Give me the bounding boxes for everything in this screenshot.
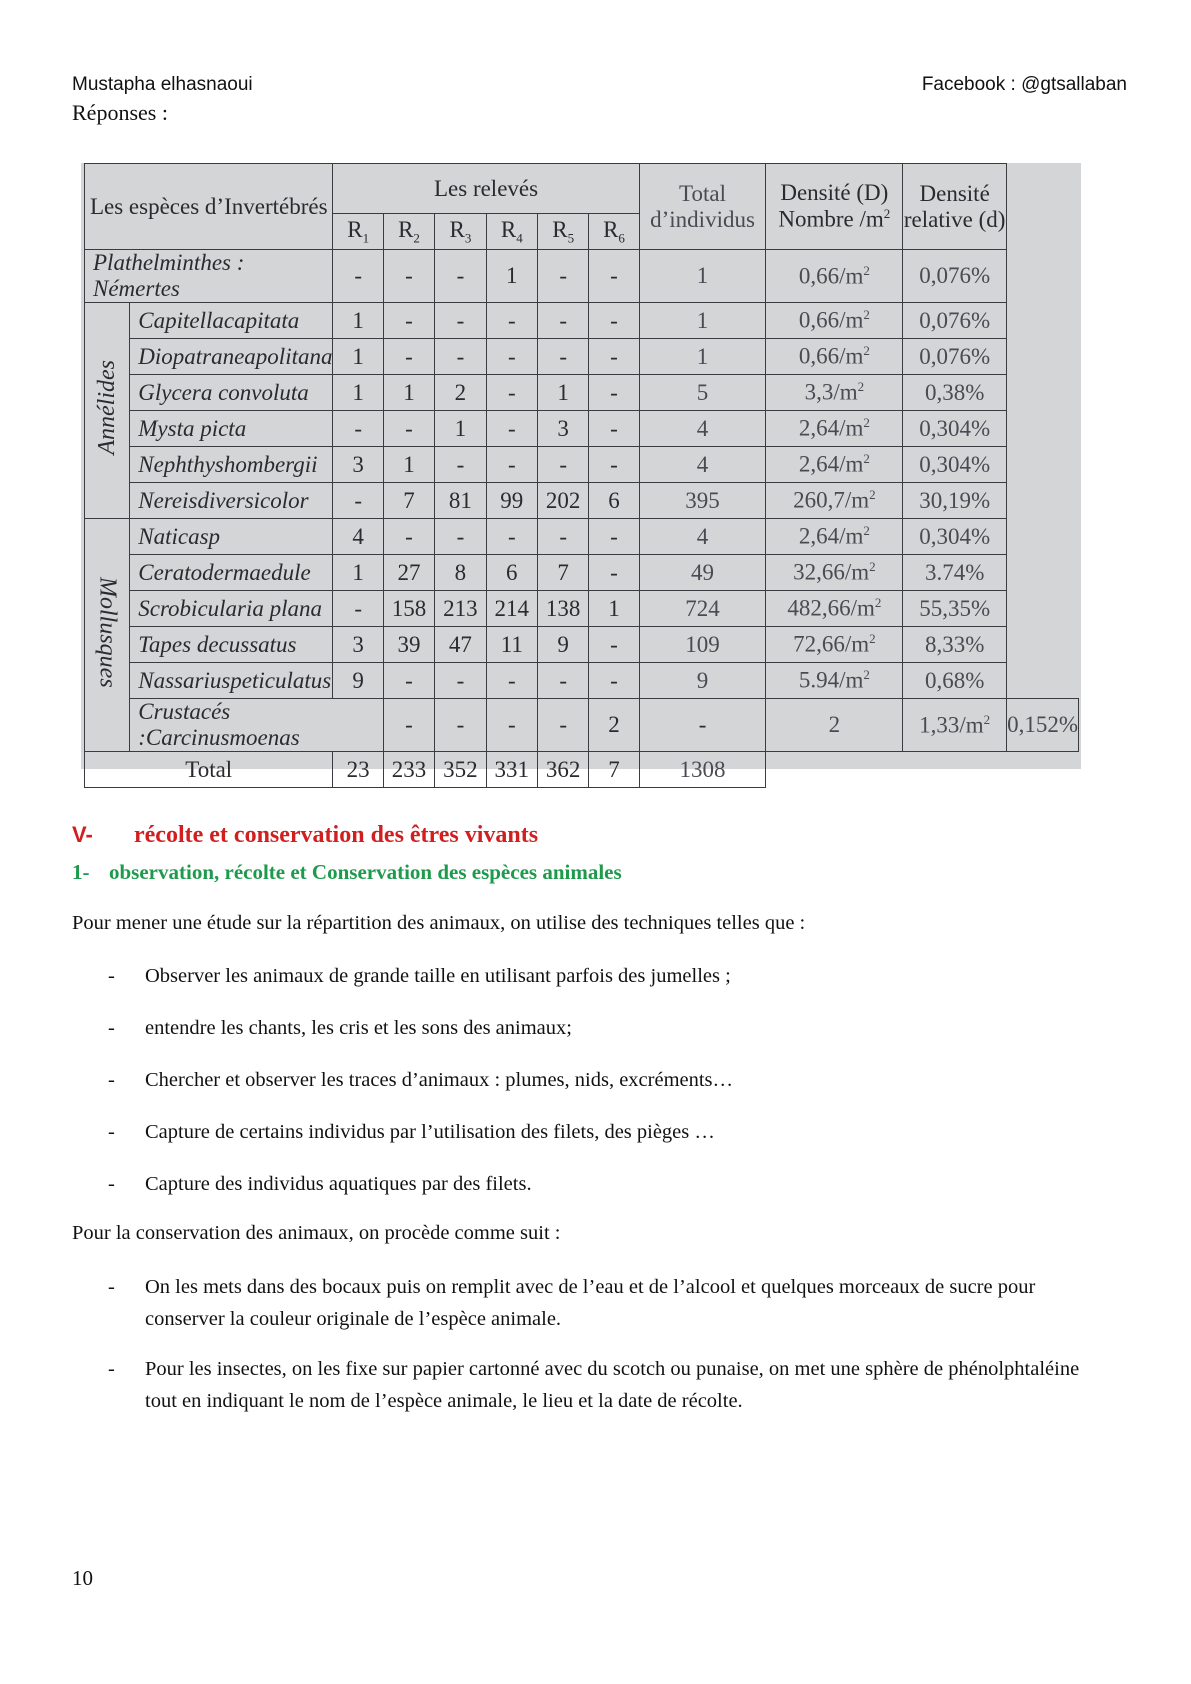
page-number: 10 bbox=[72, 1566, 93, 1590]
releve-cell: 2 bbox=[435, 375, 486, 411]
releve-cell: - bbox=[383, 303, 434, 339]
table-row bbox=[85, 411, 1079, 447]
grand-total-cell: 1308 bbox=[639, 752, 766, 788]
species-name: Diopatraneapolitana bbox=[130, 339, 333, 375]
density-cell: $1,33/m^2$ bbox=[903, 699, 1007, 752]
releve-cell: - bbox=[486, 339, 537, 375]
density-cell: $5.94/m^2$ bbox=[766, 663, 903, 699]
releve-cell: - bbox=[435, 303, 486, 339]
total-cell: 4 bbox=[639, 519, 766, 555]
releve-cell: - bbox=[435, 663, 486, 699]
releve-cell: - bbox=[589, 250, 639, 303]
releve-cell: 27 bbox=[383, 555, 434, 591]
table-row bbox=[85, 483, 1079, 519]
reponses-label: Réponses : bbox=[72, 100, 168, 125]
blank-cell bbox=[766, 752, 1007, 788]
species-name: Naticasp bbox=[130, 519, 333, 555]
releve-cell: 1 bbox=[333, 303, 383, 339]
header-releve-6: $R_6$ bbox=[589, 214, 639, 250]
releve-cell: 2 bbox=[589, 699, 639, 752]
species-table-photo bbox=[81, 163, 1081, 782]
density-cell: $0,66/m^2$ bbox=[766, 303, 903, 339]
releve-cell: 213 bbox=[435, 591, 486, 627]
total-cell: 2 bbox=[766, 699, 903, 752]
species-name: Plathelminthes : Némertes bbox=[85, 250, 333, 303]
releve-cell: 1 bbox=[383, 375, 434, 411]
releve-cell: - bbox=[383, 411, 434, 447]
releve-cell: - bbox=[589, 411, 639, 447]
total-releve-cell: 362 bbox=[537, 752, 588, 788]
group-mollusques: Mollusques bbox=[85, 519, 130, 752]
relative-density-cell: 0,38% bbox=[903, 375, 1007, 411]
releve-cell: - bbox=[537, 519, 588, 555]
total-cell: 109 bbox=[639, 627, 766, 663]
species-name: Nereisdiversicolor bbox=[130, 483, 333, 519]
table-row bbox=[85, 699, 1079, 752]
releve-cell: 9 bbox=[537, 627, 588, 663]
header-releves: Les relevés bbox=[333, 164, 639, 214]
releve-cell: 11 bbox=[486, 627, 537, 663]
bullet-dash: - bbox=[108, 965, 115, 987]
author-name: Mustapha elhasnaoui bbox=[72, 74, 253, 95]
bullet-dash: - bbox=[108, 1276, 115, 1298]
releve-cell: - bbox=[383, 250, 434, 303]
relative-density-cell: 0,304% bbox=[903, 447, 1007, 483]
releve-cell: 1 bbox=[333, 555, 383, 591]
density-cell: $3,3/m^2$ bbox=[766, 375, 903, 411]
bullet-dash: - bbox=[108, 1069, 115, 1091]
intro-paragraph: Pour mener une étude sur la répartition des animaux, on utilise des techniques telles que : bbox=[72, 912, 806, 934]
conservation-intro: Pour la conservation des animaux, on procède comme suit : bbox=[72, 1222, 561, 1244]
total-label: Total bbox=[85, 752, 333, 788]
releve-cell: 1 bbox=[589, 591, 639, 627]
subsection-title: 1- observation, récolte et Conservation des espèces animales bbox=[72, 860, 622, 884]
total-cell: 5 bbox=[639, 375, 766, 411]
total-releve-cell: 352 bbox=[435, 752, 486, 788]
header-releve-3: $R_3$ bbox=[435, 214, 486, 250]
group-annelides: Annélides bbox=[85, 303, 130, 519]
density-cell: $482,66/m^2$ bbox=[766, 591, 903, 627]
density-cell: $32,66/m^2$ bbox=[766, 555, 903, 591]
table-row bbox=[85, 519, 1079, 555]
releve-cell: - bbox=[435, 250, 486, 303]
relative-density-cell: 0,076% bbox=[903, 303, 1007, 339]
species-name: Crustacés :Carcinusmoenas bbox=[130, 699, 384, 752]
total-cell: 49 bbox=[639, 555, 766, 591]
releve-cell: 9 bbox=[333, 663, 383, 699]
density-cell: $2,64/m^2$ bbox=[766, 519, 903, 555]
bullet-text: Observer les animaux de grande taille en utilisant parfois des jumelles ; bbox=[145, 965, 731, 987]
bullet-dash: - bbox=[108, 1358, 115, 1380]
releve-cell: 3 bbox=[333, 627, 383, 663]
releve-cell: 202 bbox=[537, 483, 588, 519]
releve-cell: - bbox=[589, 303, 639, 339]
relative-density-cell: 30,19% bbox=[903, 483, 1007, 519]
header-species: Les espèces d’Invertébrés bbox=[85, 164, 333, 250]
releve-cell: 158 bbox=[383, 591, 434, 627]
releve-cell: 1 bbox=[383, 447, 434, 483]
releve-cell: - bbox=[435, 519, 486, 555]
releve-cell: - bbox=[383, 339, 434, 375]
table-row bbox=[85, 339, 1079, 375]
releve-cell: - bbox=[537, 339, 588, 375]
total-releve-cell: 7 bbox=[589, 752, 639, 788]
releve-cell: 1 bbox=[333, 339, 383, 375]
releve-cell: 6 bbox=[486, 555, 537, 591]
total-cell: 395 bbox=[639, 483, 766, 519]
table-row bbox=[85, 663, 1079, 699]
releve-cell: - bbox=[589, 447, 639, 483]
header-releve-4: $R_4$ bbox=[486, 214, 537, 250]
releve-cell: 8 bbox=[435, 555, 486, 591]
table-row bbox=[85, 591, 1079, 627]
relative-density-cell: 0,152% bbox=[1007, 699, 1079, 752]
releve-cell: - bbox=[486, 411, 537, 447]
releve-cell: - bbox=[537, 447, 588, 483]
releve-cell: 1 bbox=[435, 411, 486, 447]
relative-density-cell: 0,076% bbox=[903, 339, 1007, 375]
releve-cell: 3 bbox=[537, 411, 588, 447]
species-table bbox=[84, 163, 1079, 788]
table-row bbox=[85, 555, 1079, 591]
header-releve-1: $R_1$ bbox=[333, 214, 383, 250]
relative-density-cell: 0,68% bbox=[903, 663, 1007, 699]
header-releve-5: $R_5$ bbox=[537, 214, 588, 250]
releve-cell: 1 bbox=[333, 375, 383, 411]
bullet-dash: - bbox=[108, 1173, 115, 1195]
releve-cell: 214 bbox=[486, 591, 537, 627]
bullet-text: entendre les chants, les cris et les sons des animaux; bbox=[145, 1017, 572, 1039]
total-cell: 724 bbox=[639, 591, 766, 627]
releve-cell: - bbox=[537, 663, 588, 699]
releve-cell: - bbox=[486, 447, 537, 483]
total-row bbox=[85, 752, 1079, 788]
total-cell: 1 bbox=[639, 303, 766, 339]
density-cell: $2,64/m^2$ bbox=[766, 411, 903, 447]
releve-cell: - bbox=[589, 555, 639, 591]
releve-cell: 99 bbox=[486, 483, 537, 519]
relative-density-cell: 0,304% bbox=[903, 411, 1007, 447]
releve-cell: - bbox=[435, 339, 486, 375]
bullet-text: Capture des individus aquatiques par des filets. bbox=[145, 1173, 532, 1195]
species-name: Capitellacapitata bbox=[130, 303, 333, 339]
species-name: Tapes decussatus bbox=[130, 627, 333, 663]
releve-cell: - bbox=[486, 375, 537, 411]
releve-cell: - bbox=[589, 519, 639, 555]
releve-cell: - bbox=[486, 699, 537, 752]
facebook-handle: Facebook : @gtsallaban bbox=[921, 74, 1127, 95]
total-cell: 1 bbox=[639, 250, 766, 303]
bullet-text: Pour les insectes, on les fixe sur papier cartonné avec du scotch ou punaise, on met une sphère de phénolphtaléine tout en indiquant le nom de l’espèce animale, le lieu et la date de récolte. bbox=[145, 1358, 1080, 1412]
releve-cell: - bbox=[333, 483, 383, 519]
species-name: Ceratodermaedule bbox=[130, 555, 333, 591]
bullet-text: Capture de certains individus par l’utilisation des filets, des pièges … bbox=[145, 1121, 715, 1143]
bullet-dash: - bbox=[108, 1017, 115, 1039]
total-cell: 4 bbox=[639, 411, 766, 447]
releve-cell: - bbox=[589, 627, 639, 663]
density-cell: $0,66/m^2$ bbox=[766, 250, 903, 303]
releve-cell: - bbox=[486, 519, 537, 555]
releve-cell: 4 bbox=[333, 519, 383, 555]
species-name: Mysta picta bbox=[130, 411, 333, 447]
species-name: Nephthyshombergii bbox=[130, 447, 333, 483]
header-total: Total d’individus bbox=[639, 164, 766, 250]
releve-cell: - bbox=[537, 303, 588, 339]
total-cell: 4 bbox=[639, 447, 766, 483]
table-row bbox=[85, 303, 1079, 339]
releve-cell: 6 bbox=[589, 483, 639, 519]
releve-cell: - bbox=[537, 250, 588, 303]
bullet-dash: - bbox=[108, 1121, 115, 1143]
releve-cell: 7 bbox=[383, 483, 434, 519]
species-name: Glycera convoluta bbox=[130, 375, 333, 411]
total-cell: 9 bbox=[639, 663, 766, 699]
header-releve-2: $R_2$ bbox=[383, 214, 434, 250]
releve-cell: 7 bbox=[537, 555, 588, 591]
releve-cell: - bbox=[486, 303, 537, 339]
releve-cell: - bbox=[383, 699, 434, 752]
releve-cell: - bbox=[435, 699, 486, 752]
table-row bbox=[85, 250, 1079, 303]
releve-cell: 138 bbox=[537, 591, 588, 627]
releve-cell: 81 bbox=[435, 483, 486, 519]
density-cell: $0,66/m^2$ bbox=[766, 339, 903, 375]
releve-cell: - bbox=[333, 250, 383, 303]
releve-cell: 1 bbox=[537, 375, 588, 411]
table-row bbox=[85, 375, 1079, 411]
releve-cell: 39 bbox=[383, 627, 434, 663]
table-row bbox=[85, 627, 1079, 663]
relative-density-cell: 3.74% bbox=[903, 555, 1007, 591]
releve-cell: - bbox=[589, 663, 639, 699]
releve-cell: - bbox=[537, 699, 588, 752]
header-density: Densité (D) Nombre $/m^2$ bbox=[766, 164, 903, 250]
total-releve-cell: 23 bbox=[333, 752, 383, 788]
total-releve-cell: 331 bbox=[486, 752, 537, 788]
section-title: V- récolte et conservation des êtres vivants bbox=[72, 822, 539, 848]
releve-cell: - bbox=[383, 519, 434, 555]
relative-density-cell: 8,33% bbox=[903, 627, 1007, 663]
releve-cell: - bbox=[435, 447, 486, 483]
bullet-text: Chercher et observer les traces d’animaux : plumes, nids, excréments… bbox=[145, 1069, 734, 1091]
releve-cell: - bbox=[589, 375, 639, 411]
relative-density-cell: 0,076% bbox=[903, 250, 1007, 303]
relative-density-cell: 0,304% bbox=[903, 519, 1007, 555]
releve-cell: - bbox=[589, 339, 639, 375]
releve-cell: - bbox=[383, 663, 434, 699]
releve-cell: - bbox=[333, 591, 383, 627]
total-cell: 1 bbox=[639, 339, 766, 375]
releve-cell: - bbox=[333, 411, 383, 447]
density-cell: $260,7/m^2$ bbox=[766, 483, 903, 519]
species-name: Scrobicularia plana bbox=[130, 591, 333, 627]
releve-cell: - bbox=[486, 663, 537, 699]
total-releve-cell: 233 bbox=[383, 752, 434, 788]
table-row bbox=[85, 447, 1079, 483]
relative-density-cell: 55,35% bbox=[903, 591, 1007, 627]
bullet-text: On les mets dans des bocaux puis on remplit avec de l’eau et de l’alcool et quelques morceaux de sucre pour conserver la couleur originale de l’espèce animale. bbox=[145, 1276, 1036, 1330]
releve-cell: 1 bbox=[486, 250, 537, 303]
releve-cell: 47 bbox=[435, 627, 486, 663]
header-relative-density: Densité relative (d) bbox=[903, 164, 1007, 250]
density-cell: $2,64/m^2$ bbox=[766, 447, 903, 483]
releve-cell: 3 bbox=[333, 447, 383, 483]
releve-cell: - bbox=[639, 699, 766, 752]
density-cell: $72,66/m^2$ bbox=[766, 627, 903, 663]
species-name: Nassariuspeticulatus bbox=[130, 663, 333, 699]
